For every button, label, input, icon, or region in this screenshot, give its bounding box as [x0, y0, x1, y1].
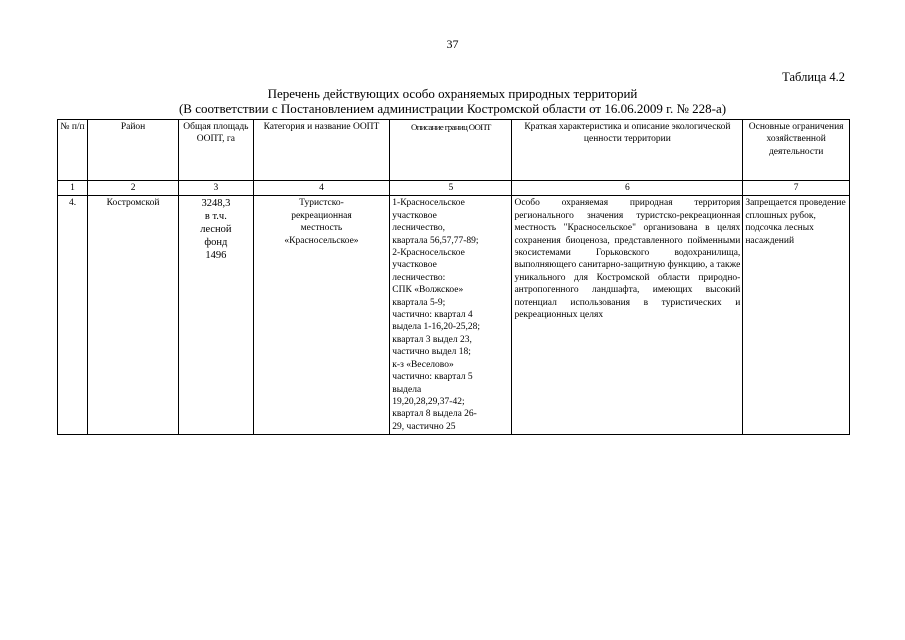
header-cell-area: Общая площадь ООПТ, га — [179, 120, 254, 181]
column-number: 4 — [253, 181, 390, 196]
protected-areas-table — [57, 119, 850, 435]
district-cell: Костромской — [88, 196, 179, 435]
header-row — [58, 120, 850, 181]
column-number: 3 — [179, 181, 254, 196]
borders-line: 29, частично 25 — [392, 421, 456, 432]
borders-line: 2-Красносельское — [392, 248, 465, 259]
page-number: 37 — [446, 37, 459, 51]
borders-line: квартала 5-9; — [392, 297, 446, 308]
category-line: местность — [300, 223, 343, 234]
header-cell-description: Краткая характеристика и описание экологической ценности территории — [512, 120, 743, 181]
header-cell-restrictions: Основные ограничения хозяйственной деятельности — [743, 120, 850, 181]
borders-line: квартал 3 выдел 23, — [392, 334, 472, 345]
borders-line: лесничество, — [392, 223, 446, 234]
table-label: Таблица 4.2 — [782, 70, 845, 84]
borders-line: 1-Красносельское — [392, 198, 465, 209]
column-number: 2 — [88, 181, 179, 196]
row-number-cell: 4. — [58, 196, 88, 435]
category-line: «Красносельское» — [284, 235, 359, 246]
description-cell: Особо охраняемая природная территория регионального значения туристско-рекреационная местность "Красносельское" организована в целях сохранения биоценоза, представленного пойменными экосистемами Горьковского водохранилища, выполняющего санитарно-защитную функцию, а также уникального для Костромской области природно-антропогенного ландшафта, имеющих высокий потенциал использования в туристических и рекреационных целях — [512, 196, 743, 435]
area-line: фонд — [204, 237, 228, 249]
document-subtitle: (В соответствии с Постановлением администрации Костромской области от 16.06.2009 г. № 228-а) — [178, 101, 727, 116]
header-cell-district: Район — [88, 120, 179, 181]
column-number: 1 — [58, 181, 88, 196]
borders-line: к-з «Веселово» — [392, 359, 454, 370]
borders-line: выдела 1-16,20-25,28; — [392, 322, 481, 333]
restrictions-cell: Запрещается проведение сплошных рубок, подсочка лесных насаждений — [743, 196, 850, 435]
column-number: 5 — [390, 181, 512, 196]
area-line: лесной — [200, 224, 232, 236]
header-cell-borders: Описание границ ООПТ — [390, 120, 512, 181]
column-number: 7 — [743, 181, 850, 196]
borders-line: СПК «Волжское» — [392, 285, 464, 296]
borders-line: выдела — [392, 384, 422, 395]
area-cell — [179, 196, 254, 435]
header-cell-number: № п/п — [58, 120, 88, 181]
borders-cell — [390, 196, 512, 435]
table-row — [58, 196, 850, 435]
area-line: 1496 — [205, 250, 227, 262]
column-number: 6 — [512, 181, 743, 196]
borders-line: участковое — [392, 210, 437, 221]
borders-line: квартала 56,57,77-89; — [392, 235, 479, 246]
category-line: Туристско- — [299, 198, 344, 209]
column-number-row — [58, 181, 850, 196]
document-title: Перечень действующих особо охраняемых природных территорий — [267, 86, 638, 101]
area-line: 3248,3 — [201, 198, 231, 210]
borders-line: частично: квартал 5 — [392, 372, 473, 383]
header-cell-category: Категория и название ООПТ — [253, 120, 390, 181]
category-line: рекреационная — [291, 210, 352, 221]
borders-line: частично: квартал 4 — [392, 310, 473, 321]
area-line: в т.ч. — [204, 211, 227, 223]
category-cell — [253, 196, 390, 435]
borders-line: участковое — [392, 260, 437, 271]
borders-line: лесничество: — [392, 272, 446, 283]
borders-line: квартал 8 выдела 26- — [392, 409, 477, 420]
borders-line: 19,20,28,29,37-42; — [392, 396, 465, 407]
borders-line: частично выдел 18; — [392, 347, 471, 358]
